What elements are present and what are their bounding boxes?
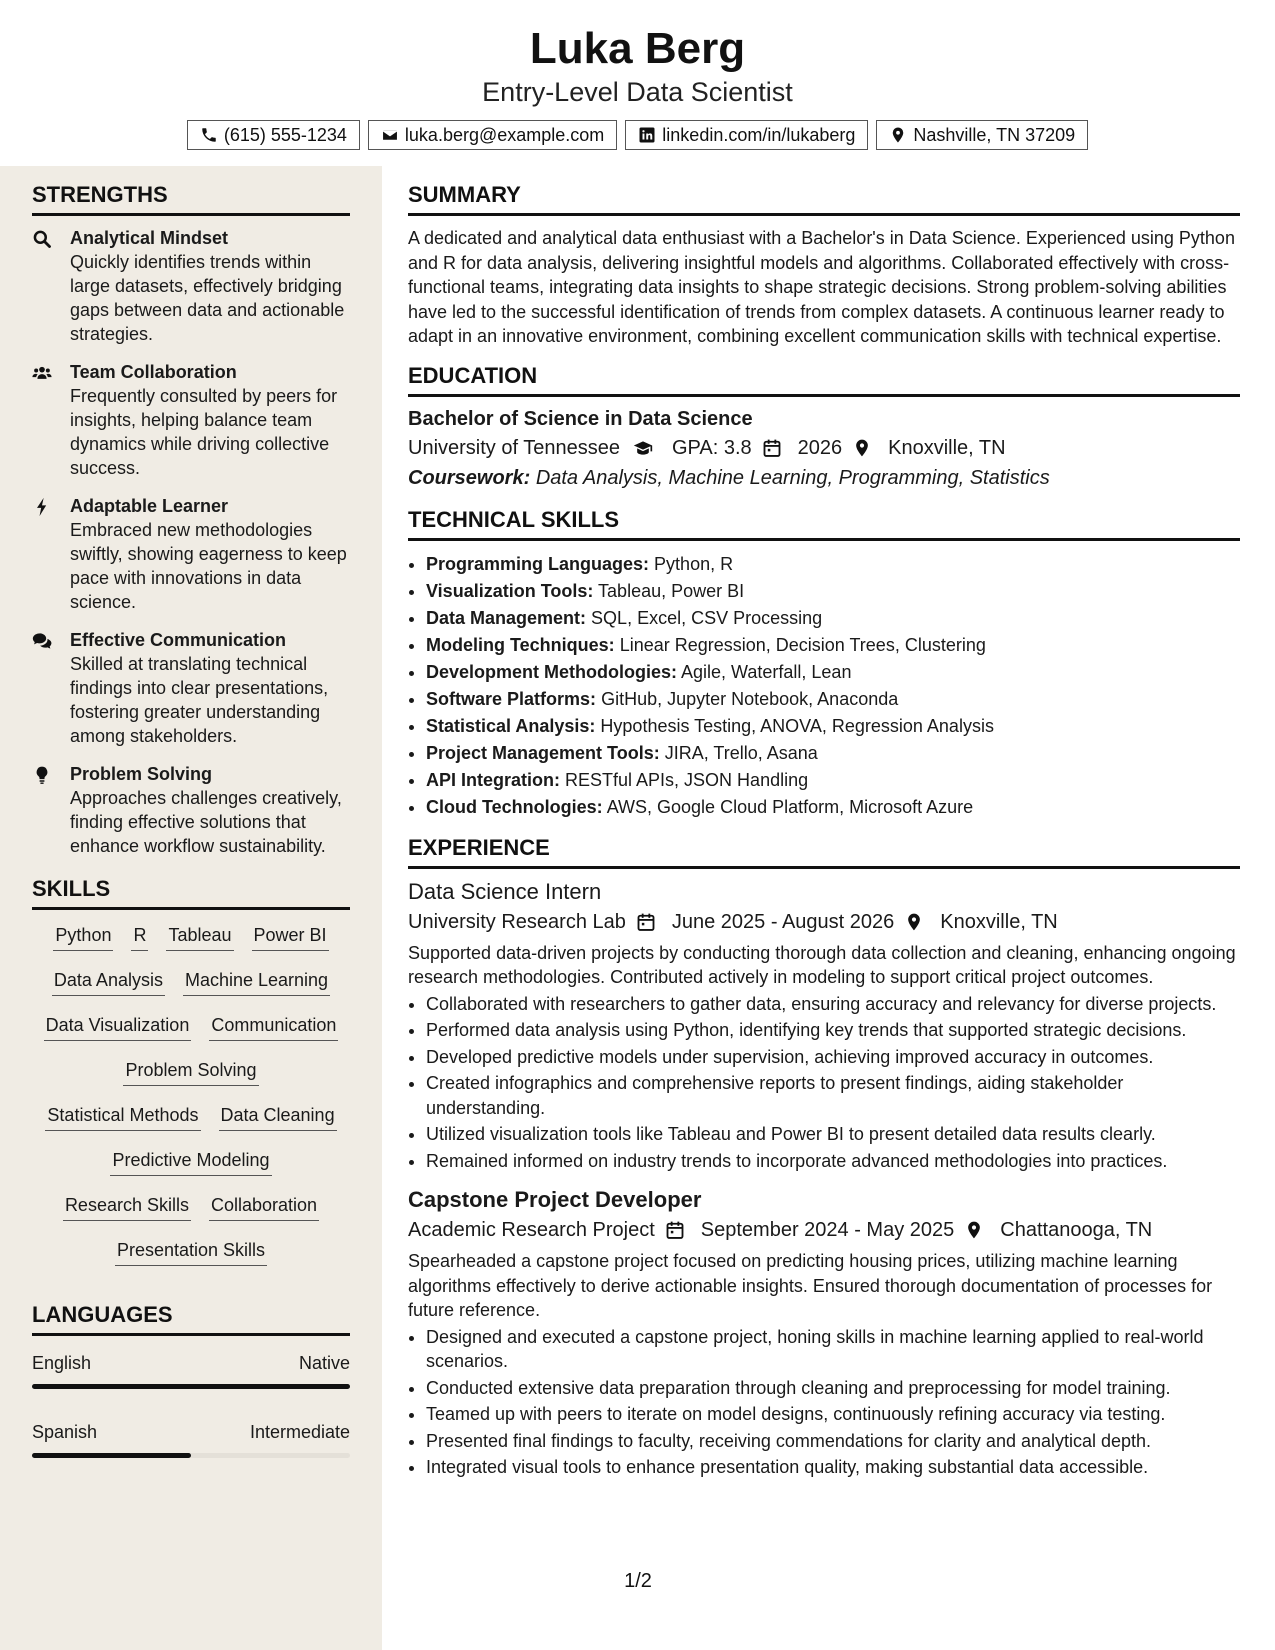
job-dates: September 2024 - May 2025 <box>700 1219 955 1241</box>
technical-skills-heading: TECHNICAL SKILLS <box>408 493 1240 541</box>
language-proficiency-bar <box>32 1384 350 1389</box>
technical-skills-list <box>408 551 1240 821</box>
contact-location-text: Nashville, TN 37209 <box>913 124 1076 145</box>
education-year: 2026 <box>797 436 843 459</box>
calendar-icon <box>636 912 656 932</box>
envelope-icon <box>381 126 399 144</box>
strength-item <box>32 762 350 858</box>
strength-title: Problem Solving <box>70 764 213 784</box>
skill-row <box>32 1102 350 1147</box>
list-item: • Developed predictive models under supervision, achieving improved accuracy in outcomes. <box>426 1045 1240 1070</box>
education-gpa: GPA: 3.8 <box>671 436 752 459</box>
list-item: • Remained informed on industry trends to incorporate advanced methodologies into practices. <box>426 1149 1240 1174</box>
education-location: Knoxville, TN <box>888 436 1006 459</box>
language-item <box>32 1350 350 1389</box>
strength-title: Adaptable Learner <box>70 496 229 516</box>
strength-title: Team Collaboration <box>70 362 237 382</box>
language-name: English <box>32 1353 92 1373</box>
skill-tag: Python <box>53 922 113 951</box>
coursework-list: Data Analysis, Machine Learning, Programming, Statistics <box>535 466 1050 489</box>
language-level: Native <box>298 1353 350 1373</box>
skill-tag: Collaboration <box>209 1192 319 1221</box>
contact-bar <box>0 120 1275 150</box>
language-name: Spanish <box>32 1422 98 1442</box>
graduation-cap-icon <box>630 438 656 458</box>
skill-row <box>32 1147 350 1192</box>
list-item: • Teamed up with peers to iterate on model designs, continuously refining accuracy via testing. <box>426 1402 1240 1427</box>
candidate-name: Luka Berg <box>529 24 746 73</box>
calendar-icon <box>665 1220 685 1240</box>
skill-tag: Presentation Skills <box>115 1237 267 1266</box>
skill-row <box>32 1057 350 1102</box>
education-meta <box>408 433 1240 463</box>
education-heading: EDUCATION <box>408 357 1240 397</box>
skill-tag: Power BI <box>252 922 329 951</box>
skill-tag: Tableau <box>166 922 233 951</box>
skill-tag: Data Analysis <box>52 967 165 996</box>
lightbulb-icon <box>32 765 52 785</box>
summary-text: A dedicated and analytical data enthusiast with a Bachelor's in Data Science. Experienced using Python and R for data analysis, delivering insightful models and algorithms. Collaborated effectively with cross-functional teams, integrating data insights to shape strategic decisions. Strong problem-solving abilities have led to the successful identification of trends from complex datasets. A continuous learner ready to adapt in an innovative environment, combining excellent communication skills with technical expertise. <box>408 228 1235 346</box>
list-item: • Modeling Techniques: Linear Regression, Decision Trees, Clustering <box>426 632 1240 659</box>
strength-desc: Quickly identifies trends within large datasets, effectively bridging gaps between data and actionable strategies. <box>70 252 345 344</box>
list-item: • API Integration: RESTful APIs, JSON Handling <box>426 767 1240 794</box>
main-content <box>408 166 1240 1480</box>
list-item: • Integrated visual tools to enhance presentation quality, making substantial data accessible. <box>426 1455 1240 1480</box>
list-item: • Project Management Tools: JIRA, Trello, Asana <box>426 740 1240 767</box>
job-org: University Research Lab <box>408 910 626 933</box>
contact-phone-text: (615) 555-1234 <box>223 124 347 145</box>
strength-item <box>32 628 350 748</box>
job-description: Spearheaded a capstone project focused on predicting housing prices, utilizing machine learning algorithms effectively to derive actionable insights. Ensured thorough documentation of processes for future reference. <box>408 1251 1213 1320</box>
skill-row <box>32 922 350 967</box>
skill-tag: Problem Solving <box>123 1057 258 1086</box>
sidebar <box>0 166 382 1650</box>
candidate-title: Entry-Level Data Scientist <box>482 77 793 107</box>
list-item: • Programming Languages: Python, R <box>426 551 1240 578</box>
education-school: University of Tennessee <box>408 436 620 459</box>
job-title: Data Science Intern <box>408 878 602 904</box>
job-dates: June 2025 - August 2026 <box>671 910 895 933</box>
list-item: • Designed and executed a capstone project, honing skills in machine learning applied to real-world scenarios. <box>426 1325 1240 1374</box>
job-meta <box>408 907 1240 937</box>
list-item: • Collaborated with researchers to gather data, ensuring accuracy and relevancy for diverse projects. <box>426 992 1240 1017</box>
strength-desc: Frequently consulted by peers for insights, helping balance team dynamics while driving collective success. <box>70 386 338 478</box>
language-proficiency-bar <box>32 1453 350 1458</box>
list-item: • Development Methodologies: Agile, Waterfall, Lean <box>426 659 1240 686</box>
strength-desc: Approaches challenges creatively, finding effective solutions that enhance workflow sustainability. <box>70 788 342 856</box>
job-meta <box>408 1215 1240 1245</box>
strength-item <box>32 494 350 614</box>
strength-item <box>32 360 350 480</box>
skill-row <box>32 1237 350 1282</box>
list-item: • Cloud Technologies: AWS, Google Cloud Platform, Microsoft Azure <box>426 794 1240 821</box>
list-item: • Performed data analysis using Python, identifying key trends that supported strategic decisions. <box>426 1018 1240 1043</box>
job-location: Knoxville, TN <box>940 910 1058 933</box>
job-title: Capstone Project Developer <box>408 1187 702 1212</box>
contact-linkedin-text: linkedin.com/in/lukaberg <box>662 124 856 145</box>
job-org: Academic Research Project <box>408 1219 655 1241</box>
list-item: • Data Management: SQL, Excel, CSV Processing <box>426 605 1240 632</box>
job-bullets <box>408 1325 1240 1480</box>
list-item: • Software Platforms: GitHub, Jupyter Notebook, Anaconda <box>426 686 1240 713</box>
skills-heading: SKILLS <box>32 872 350 910</box>
skill-tag: Statistical Methods <box>45 1102 200 1131</box>
languages-list <box>32 1336 350 1458</box>
map-pin-icon <box>889 126 907 144</box>
users-icon <box>32 363 52 383</box>
skill-tag: Research Skills <box>63 1192 191 1221</box>
education-year-item <box>798 433 873 463</box>
search-icon <box>32 229 52 249</box>
map-pin-icon <box>904 912 924 932</box>
contact-linkedin[interactable] <box>625 120 868 150</box>
skill-row <box>32 1192 350 1237</box>
summary-heading: SUMMARY <box>408 166 1240 216</box>
languages-heading: LANGUAGES <box>32 1282 350 1336</box>
contact-email-text: luka.berg@example.com <box>404 124 605 145</box>
strength-item <box>32 226 350 346</box>
education-coursework <box>408 463 1240 493</box>
list-item: • Presented final findings to faculty, receiving commendations for clarity and analytical depth. <box>426 1429 1240 1454</box>
job-entry <box>408 1185 1240 1480</box>
language-level: Intermediate <box>249 1422 350 1442</box>
education-gpa-item <box>672 433 782 463</box>
list-item: • Statistical Analysis: Hypothesis Testing, ANOVA, Regression Analysis <box>426 713 1240 740</box>
resume-header <box>0 0 1275 166</box>
skill-tag: Communication <box>209 1012 338 1041</box>
list-item: • Created infographics and comprehensive reports to present findings, aiding stakeholder understanding. <box>426 1071 1240 1120</box>
contact-location[interactable] <box>876 120 1088 150</box>
strength-desc: Embraced new methodologies swiftly, showing eagerness to keep pace with innovations in data science. <box>70 520 347 612</box>
comments-icon <box>32 631 52 651</box>
contact-phone[interactable] <box>187 120 360 150</box>
experience-heading: EXPERIENCE <box>408 827 1240 869</box>
coursework-label: Coursework: <box>408 466 531 489</box>
education-degree: Bachelor of Science in Data Science <box>408 407 753 430</box>
strengths-list <box>32 216 350 858</box>
bolt-icon <box>32 497 52 517</box>
calendar-icon <box>762 438 782 458</box>
page-number: 1/2 <box>624 1570 652 1592</box>
phone-icon <box>200 126 218 144</box>
skill-row <box>32 967 350 1012</box>
contact-email[interactable] <box>368 120 617 150</box>
list-item: • Conducted extensive data preparation through cleaning and preprocessing for model training. <box>426 1376 1240 1401</box>
job-bullets <box>408 992 1240 1174</box>
skills-list <box>32 910 350 1282</box>
skill-tag: Machine Learning <box>183 967 330 996</box>
list-item: • Visualization Tools: Tableau, Power BI <box>426 578 1240 605</box>
list-item: • Utilized visualization tools like Tableau and Power BI to present detailed data results clearly. <box>426 1122 1240 1147</box>
skill-tag: Data Cleaning <box>219 1102 337 1131</box>
language-proficiency-fill <box>32 1384 350 1389</box>
strength-title: Analytical Mindset <box>70 228 229 248</box>
strength-desc: Skilled at translating technical findings into clear presentations, fostering greater understanding among stakeholders. <box>70 654 329 746</box>
skill-row <box>32 1012 350 1057</box>
education-school-item <box>408 433 656 463</box>
skill-tag: R <box>131 922 148 951</box>
strength-title: Effective Communication <box>70 630 287 650</box>
language-item <box>32 1419 350 1458</box>
strengths-heading: STRENGTHS <box>32 166 350 216</box>
map-pin-icon <box>852 438 872 458</box>
skill-tag: Predictive Modeling <box>110 1147 271 1176</box>
map-pin-icon <box>964 1220 984 1240</box>
job-description: Supported data-driven projects by conducting thorough data collection and cleaning, enhancing ongoing research methodologies. Contributed actively in modeling to support critical project outcomes. <box>408 942 1236 987</box>
language-proficiency-fill <box>32 1453 191 1458</box>
linkedin-icon <box>638 126 656 144</box>
skill-tag: Data Visualization <box>44 1012 192 1041</box>
job-location: Chattanooga, TN <box>1000 1219 1153 1241</box>
job-entry <box>408 877 1240 1174</box>
